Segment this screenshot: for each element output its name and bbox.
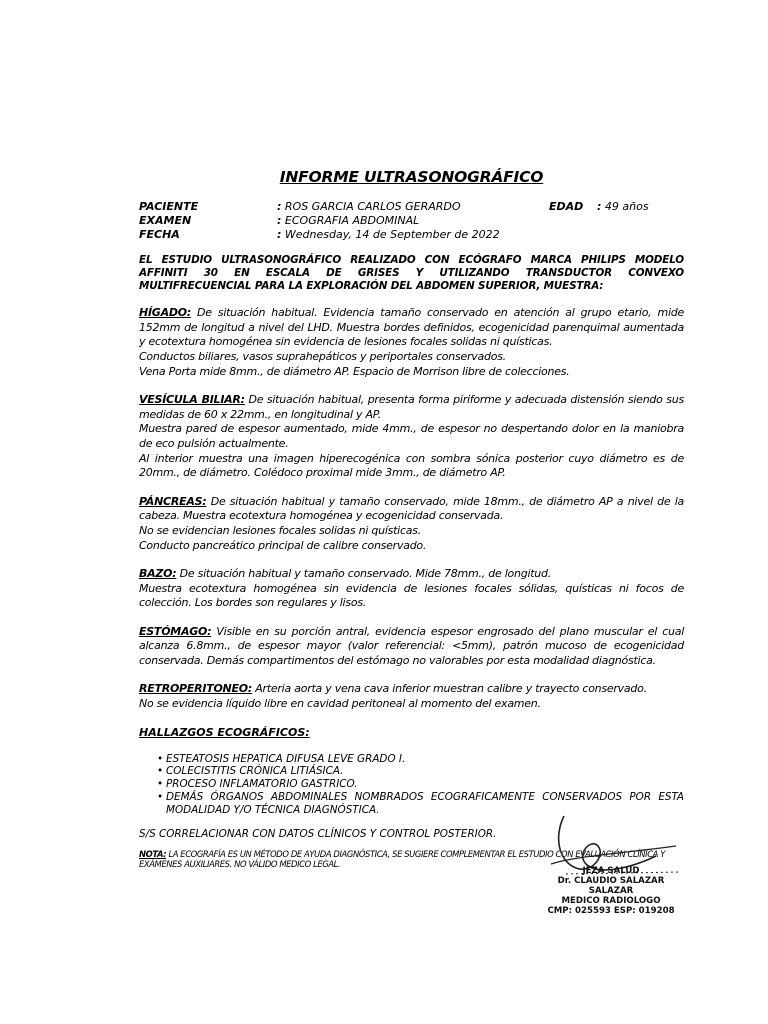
stamp-text: JEZA SALUD Dr. CLAUDIO SALAZAR SALAZAR MEDICO RADIOLOGO CMP: 025593 ESP: 019208 bbox=[547, 866, 675, 916]
patient-value: : ROS GARCIA CARLOS GERARDO bbox=[277, 200, 461, 213]
date-value: : Wednesday, 14 de September de 2022 bbox=[277, 228, 500, 241]
finding-item: • PROCESO INFLAMATORIO GASTRICO. bbox=[157, 778, 684, 791]
finding-item: • COLECISTITIS CRÓNICA LITIÁSICA. bbox=[157, 765, 684, 778]
findings-title: HALLAZGOS ECOGRÁFICOS: bbox=[139, 725, 310, 739]
exam-label: EXAMEN bbox=[139, 214, 192, 227]
gallbladder-title: VESÍCULA BILIAR: bbox=[139, 392, 245, 406]
section-retroperitoneum: RETROPERITONEO: Arteria aorta y vena cava inferior muestran calibre y trayecto conservado. No se evidencia líquido libre en cavidad peritoneal al momento del examen. bbox=[139, 682, 647, 710]
study-intro: EL ESTUDIO ULTRASONOGRÁFICO REALIZADO CON ECÓGRAFO MARCA PHILIPS MODELO AFFINITI 30 EN ESCALA DE GRISES Y UTILIZANDO TRANSDUCTOR CONVEXO MULTIFRECUENCIAL PARA LA EXPLORACIÓN DEL ABDOMEN SUPERIOR, MUESTRA: bbox=[139, 254, 684, 292]
finding-item: • DEMÁS ÓRGANOS ABDOMINALES NOMBRADOS ECOGRAFICAMENTE CONSERVADOS POR ESTA MODALIDAD Y/O TÉCNICA DIAGNÓSTICA. bbox=[157, 791, 684, 817]
patient-label: PACIENTE bbox=[139, 200, 199, 213]
doctor-stamp bbox=[536, 806, 686, 916]
section-liver: HÍGADO: De situación habitual. Evidencia tamaño conservado en atención al grupo etario, mide 152mm de longitud a nivel del LHD. Muestra bordes definidos, ecogenicidad parenquimal aumentada y ecotextura homogénea sin evidencia de lesiones focales solidas ni quísticas. Conductos biliares, vasos suprahepáticos y periportales conservados. Vena Porta mide 8mm., de diámetro AP. Espacio de Morrison libre de colecciones. bbox=[139, 305, 685, 378]
report-document bbox=[139, 168, 684, 870]
retroperitoneum-title: RETROPERITONEO: bbox=[139, 682, 253, 696]
section-spleen: BAZO: De situación habitual y tamaño conservado. Mide 78mm., de longitud. Muestra ecotextura homogénea sin evidencia de lesiones focales sólidas, quísticas ni focos de colección. Los bordes son regulares y lisos. bbox=[139, 566, 684, 610]
report-title: INFORME ULTRASONOGRÁFICO bbox=[279, 168, 544, 186]
pancreas-title: PÁNCREAS: bbox=[139, 494, 207, 508]
finding-item: • ESTEATOSIS HEPATICA DIFUSA LEVE GRADO I. bbox=[157, 753, 684, 766]
age-value: : 49 años bbox=[597, 200, 649, 213]
exam-value: : ECOGRAFIA ABDOMINAL bbox=[277, 214, 420, 227]
date-label: FECHA bbox=[139, 228, 180, 241]
exam-row bbox=[139, 214, 684, 228]
stomach-title: ESTÓMAGO: bbox=[139, 624, 212, 638]
date-row bbox=[139, 228, 684, 242]
section-stomach: ESTÓMAGO: Visible en su porción antral, evidencia espesor engrosado del plano muscular el cual alcanza 6.8mm., de espesor mayor (valor referencial: <5mm), patrón mucoso de ecogenicidad conservada. Demás compartimentos del estómago no valorables por esta modalidad diagnóstica. bbox=[139, 624, 685, 667]
age-label: EDAD bbox=[549, 200, 584, 213]
liver-title: HÍGADO: bbox=[139, 305, 191, 319]
disclaimer-note: NOTA: LA ECOGRAFÍA ES UN MÉTODO DE AYUDA DIAGNÓSTICA, SE SUGIERE COMPLEMENTAR EL ESTUDIO CON EVALUACIÓN CLÍNICA Y EXÁMENES AUXILIARES. NO VÁLIDO MEDICO LEGAL. bbox=[139, 848, 665, 870]
section-gallbladder: VESÍCULA BILIAR: De situación habitual, presenta forma piriforme y adecuada distensión siendo sus medidas de 60 x 22mm., en longitudinal y AP. Muestra pared de espesor aumentado, mide 4mm., de espesor no despertando dolor en la maniobra de eco pulsión actualmente. Al interior muestra una imagen hiperecogénica con sombra sónica posterior cuyo diámetro es de 20mm., de diámetro. Colédoco proximal mide 3mm., de diámetro AP. bbox=[139, 392, 684, 480]
spleen-title: BAZO: bbox=[139, 566, 177, 580]
patient-row bbox=[139, 200, 684, 214]
correlation-text: S/S CORRELACIONAR CON DATOS CLÍNICOS Y CONTROL POSTERIOR. bbox=[139, 827, 497, 840]
section-pancreas: PÁNCREAS: De situación habitual y tamaño conservado, mide 18mm., de diámetro AP a nivel de la cabeza. Muestra ecotextura homogénea y ecogenicidad conservada. No se evidencian lesiones focales solidas ni quísticas. Conducto pancreático principal de calibre conservado. bbox=[139, 494, 684, 552]
note-label: NOTA: bbox=[139, 848, 167, 859]
